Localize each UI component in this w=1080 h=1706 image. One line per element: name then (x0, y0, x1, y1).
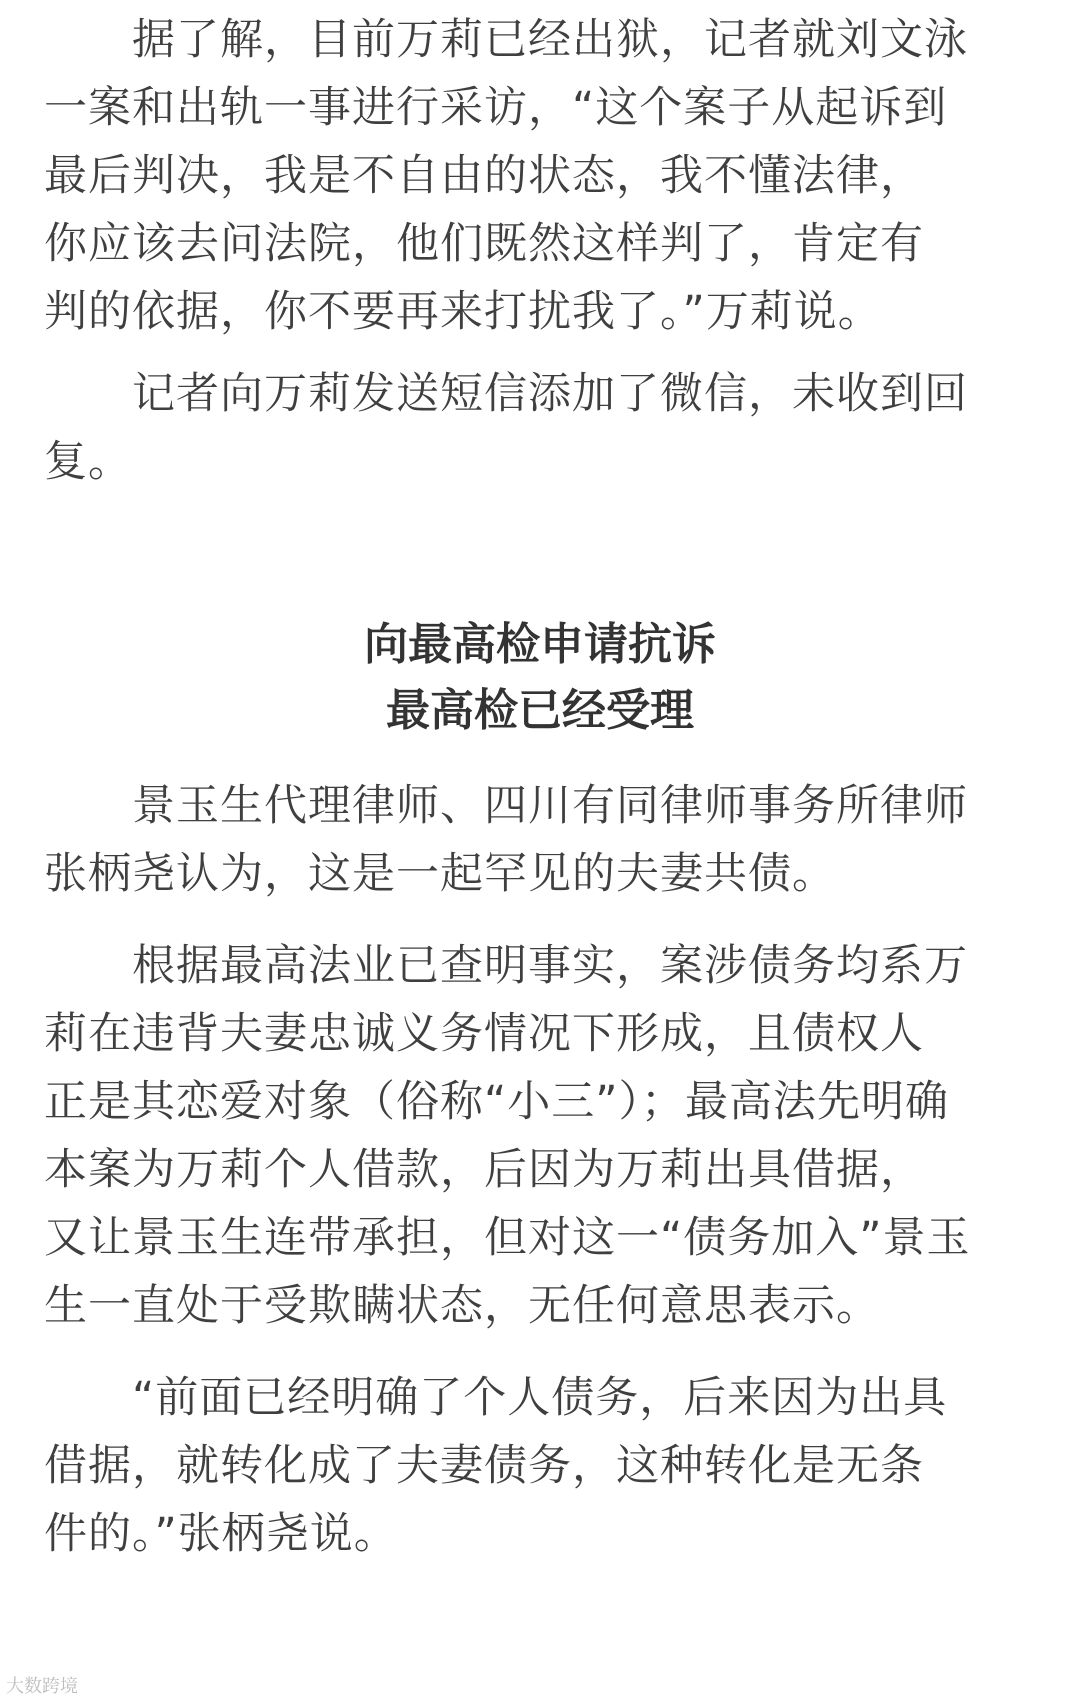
watermark-logo (6, 1672, 78, 1698)
paragraph-facts (44, 932, 1036, 1340)
text-line: 你应该去问法院，他们既然这样判了，肯定有 (44, 219, 924, 269)
text-line: 借据，就转化成了夫妻债务，这种转化是无条 (44, 1441, 924, 1491)
text-line: 一案和出轨一事进行采访，“这个案子从起诉到 (44, 83, 948, 133)
text-line: 复。 (44, 437, 132, 487)
paragraph-lawyer (44, 772, 1036, 908)
text-line: 正是其恋爱对象（俗称“小三”）；最高法先明确 (44, 1077, 950, 1127)
watermark-text: 大数跨境 (6, 1676, 78, 1697)
text-line: 件的。”张柄尧说。 (44, 1509, 398, 1559)
text-line: 生一直处于受欺瞒状态，无任何意思表示。 (44, 1281, 880, 1331)
text-line: 最后判决，我是不自由的状态，我不懂法律， (44, 151, 924, 201)
text-line: 莉在违背夫妻忠诚义务情况下形成，且债权人 (44, 1009, 924, 1059)
paragraph-quote (44, 1364, 1036, 1568)
heading-line: 最高检已经受理 (386, 685, 694, 736)
heading-line: 向最高检申请抗诉 (364, 619, 716, 670)
paragraph-interview (44, 6, 1036, 346)
text-line: 记者向万莉发送短信添加了微信，未收到回 (132, 369, 968, 419)
text-line: 根据最高法业已查明事实，案涉债务均系万 (132, 941, 968, 991)
text-line: 又让景玉生连带承担，但对这一“债务加入”景玉 (44, 1213, 971, 1263)
section-heading (0, 612, 1080, 744)
text-line: 据了解，目前万莉已经出狱，记者就刘文泳 (132, 15, 968, 65)
paragraph-wechat (44, 360, 1036, 496)
text-line: 判的依据，你不要再来打扰我了。”万莉说。 (44, 287, 882, 337)
text-line: 张柄尧认为，这是一起罕见的夫妻共债。 (44, 849, 836, 899)
text-line: 景玉生代理律师、四川有同律师事务所律师 (132, 781, 968, 831)
text-line: “前面已经明确了个人债务，后来因为出具 (132, 1373, 948, 1423)
text-line: 本案为万莉个人借款，后因为万莉出具借据， (44, 1145, 924, 1195)
